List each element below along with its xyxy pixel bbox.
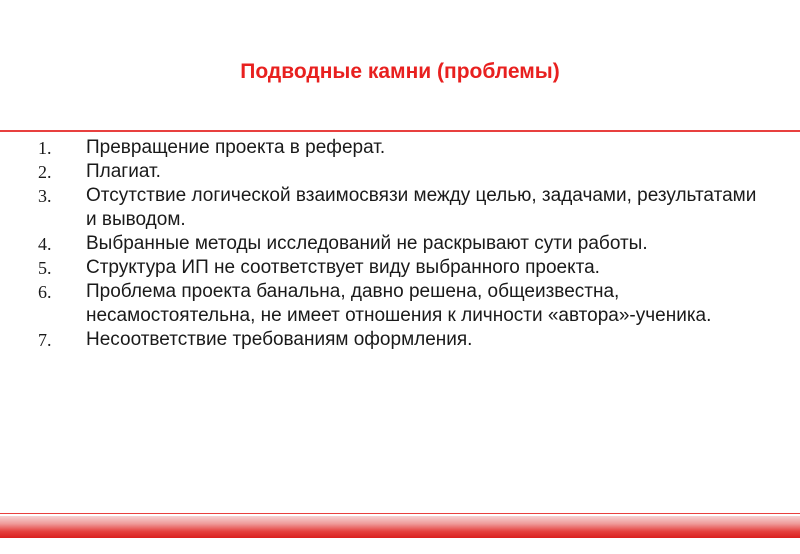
- list-item-text: Выбранные методы исследований не раскрывают сути работы.: [86, 233, 648, 254]
- list-item-number: 1.: [38, 138, 52, 158]
- list-item: [38, 136, 768, 160]
- problems-list: [38, 136, 768, 352]
- list-item-number: 6.: [38, 282, 52, 302]
- list-item-text: Превращение проекта в реферат.: [86, 137, 386, 158]
- list-item: [38, 184, 768, 232]
- list-item-number: 2.: [38, 162, 52, 182]
- list-item-number: 5.: [38, 258, 52, 278]
- footer-band: [0, 516, 800, 538]
- footer-divider: [0, 513, 800, 514]
- list-item: [38, 160, 768, 184]
- list-item-text: Плагиат.: [86, 161, 161, 182]
- list-item: [38, 280, 768, 328]
- list-item-text: Проблема проекта банальна, давно решена, общеизвестна, несамостоятельна, не имеет отношения к личности «автора»-ученика.: [86, 281, 712, 326]
- list-item-text: Несоответствие требованиям оформления.: [86, 329, 473, 350]
- list-item-number: 4.: [38, 234, 52, 254]
- list-item-number: 7.: [38, 330, 52, 350]
- list-item-number: 3.: [38, 186, 52, 206]
- list-item-text: Структура ИП не соответствует виду выбранного проекта.: [86, 257, 600, 278]
- list-item: [38, 328, 768, 352]
- list-item-text: Отсутствие логической взаимосвязи между целью, задачами, результатами и выводом.: [86, 185, 757, 230]
- list-item: [38, 232, 768, 256]
- slide-title: Подводные камни (проблемы): [240, 60, 560, 83]
- title-divider: [0, 130, 800, 132]
- list-item: [38, 256, 768, 280]
